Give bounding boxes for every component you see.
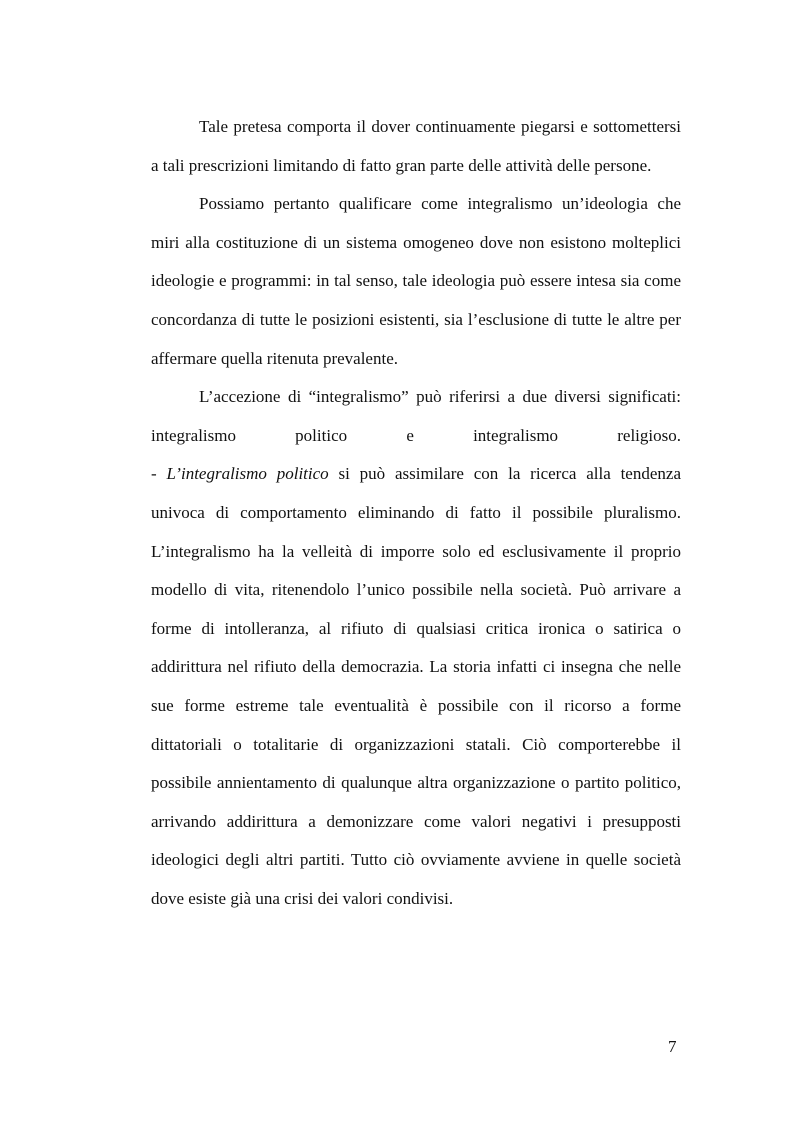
italic-term: L’integralismo politico <box>166 464 329 484</box>
paragraph-2: Possiamo pertanto qualificare come integralismo un’ideologia che miri alla costituzione di un sistema omogeneo dove non esistono molteplici ideologie e programmi: in tal senso, tale ideologia può essere intesa sia come concordanza di tutte le posizioni esistenti, sia l’esclusione di tutte le altre per affermare quella ritenuta prevalente. <box>151 194 681 368</box>
paragraph-1: Tale pretesa comporta il dover continuamente piegarsi e sottomettersi a tali prescrizioni limitando di fatto gran parte delle attività delle persone. <box>151 117 681 175</box>
paragraph-4-text: si può assimilare con la ricerca alla tendenza univoca di comportamento eliminando di fatto il possibile pluralismo. L’integralismo ha la velleità di imporre solo ed esclusivamente il proprio modello di vita, ritenendolo l’unico possibile nella società. Può arrivare a forme di intolleranza, al rifiuto di qualsiasi critica ironica o satirica o addirittura nel rifiuto della democrazia. La storia infatti ci insegna che nelle sue forme estreme tale eventualità è possibile con il ricorso a forme dittatoriali o totalitarie di organizzazioni statali. Ciò comporterebbe il possibile annientamento di qualunque altra organizzazione o partito politico, arrivando addirittura a demonizzare come valori negativi i presupposti ideologici degli altri partiti. Tutto ciò ovviamente avviene in quelle società dove esiste già una crisi dei valori condivisi. <box>151 464 681 908</box>
paragraph-political-integralism <box>151 455 681 918</box>
paragraph-3: L’accezione di “integralismo” può riferirsi a due diversi significati: integralismo politico e integralismo religioso. <box>151 387 681 445</box>
list-dash: - <box>151 464 167 484</box>
document-body <box>151 108 681 918</box>
page-number: 7 <box>668 1037 677 1056</box>
